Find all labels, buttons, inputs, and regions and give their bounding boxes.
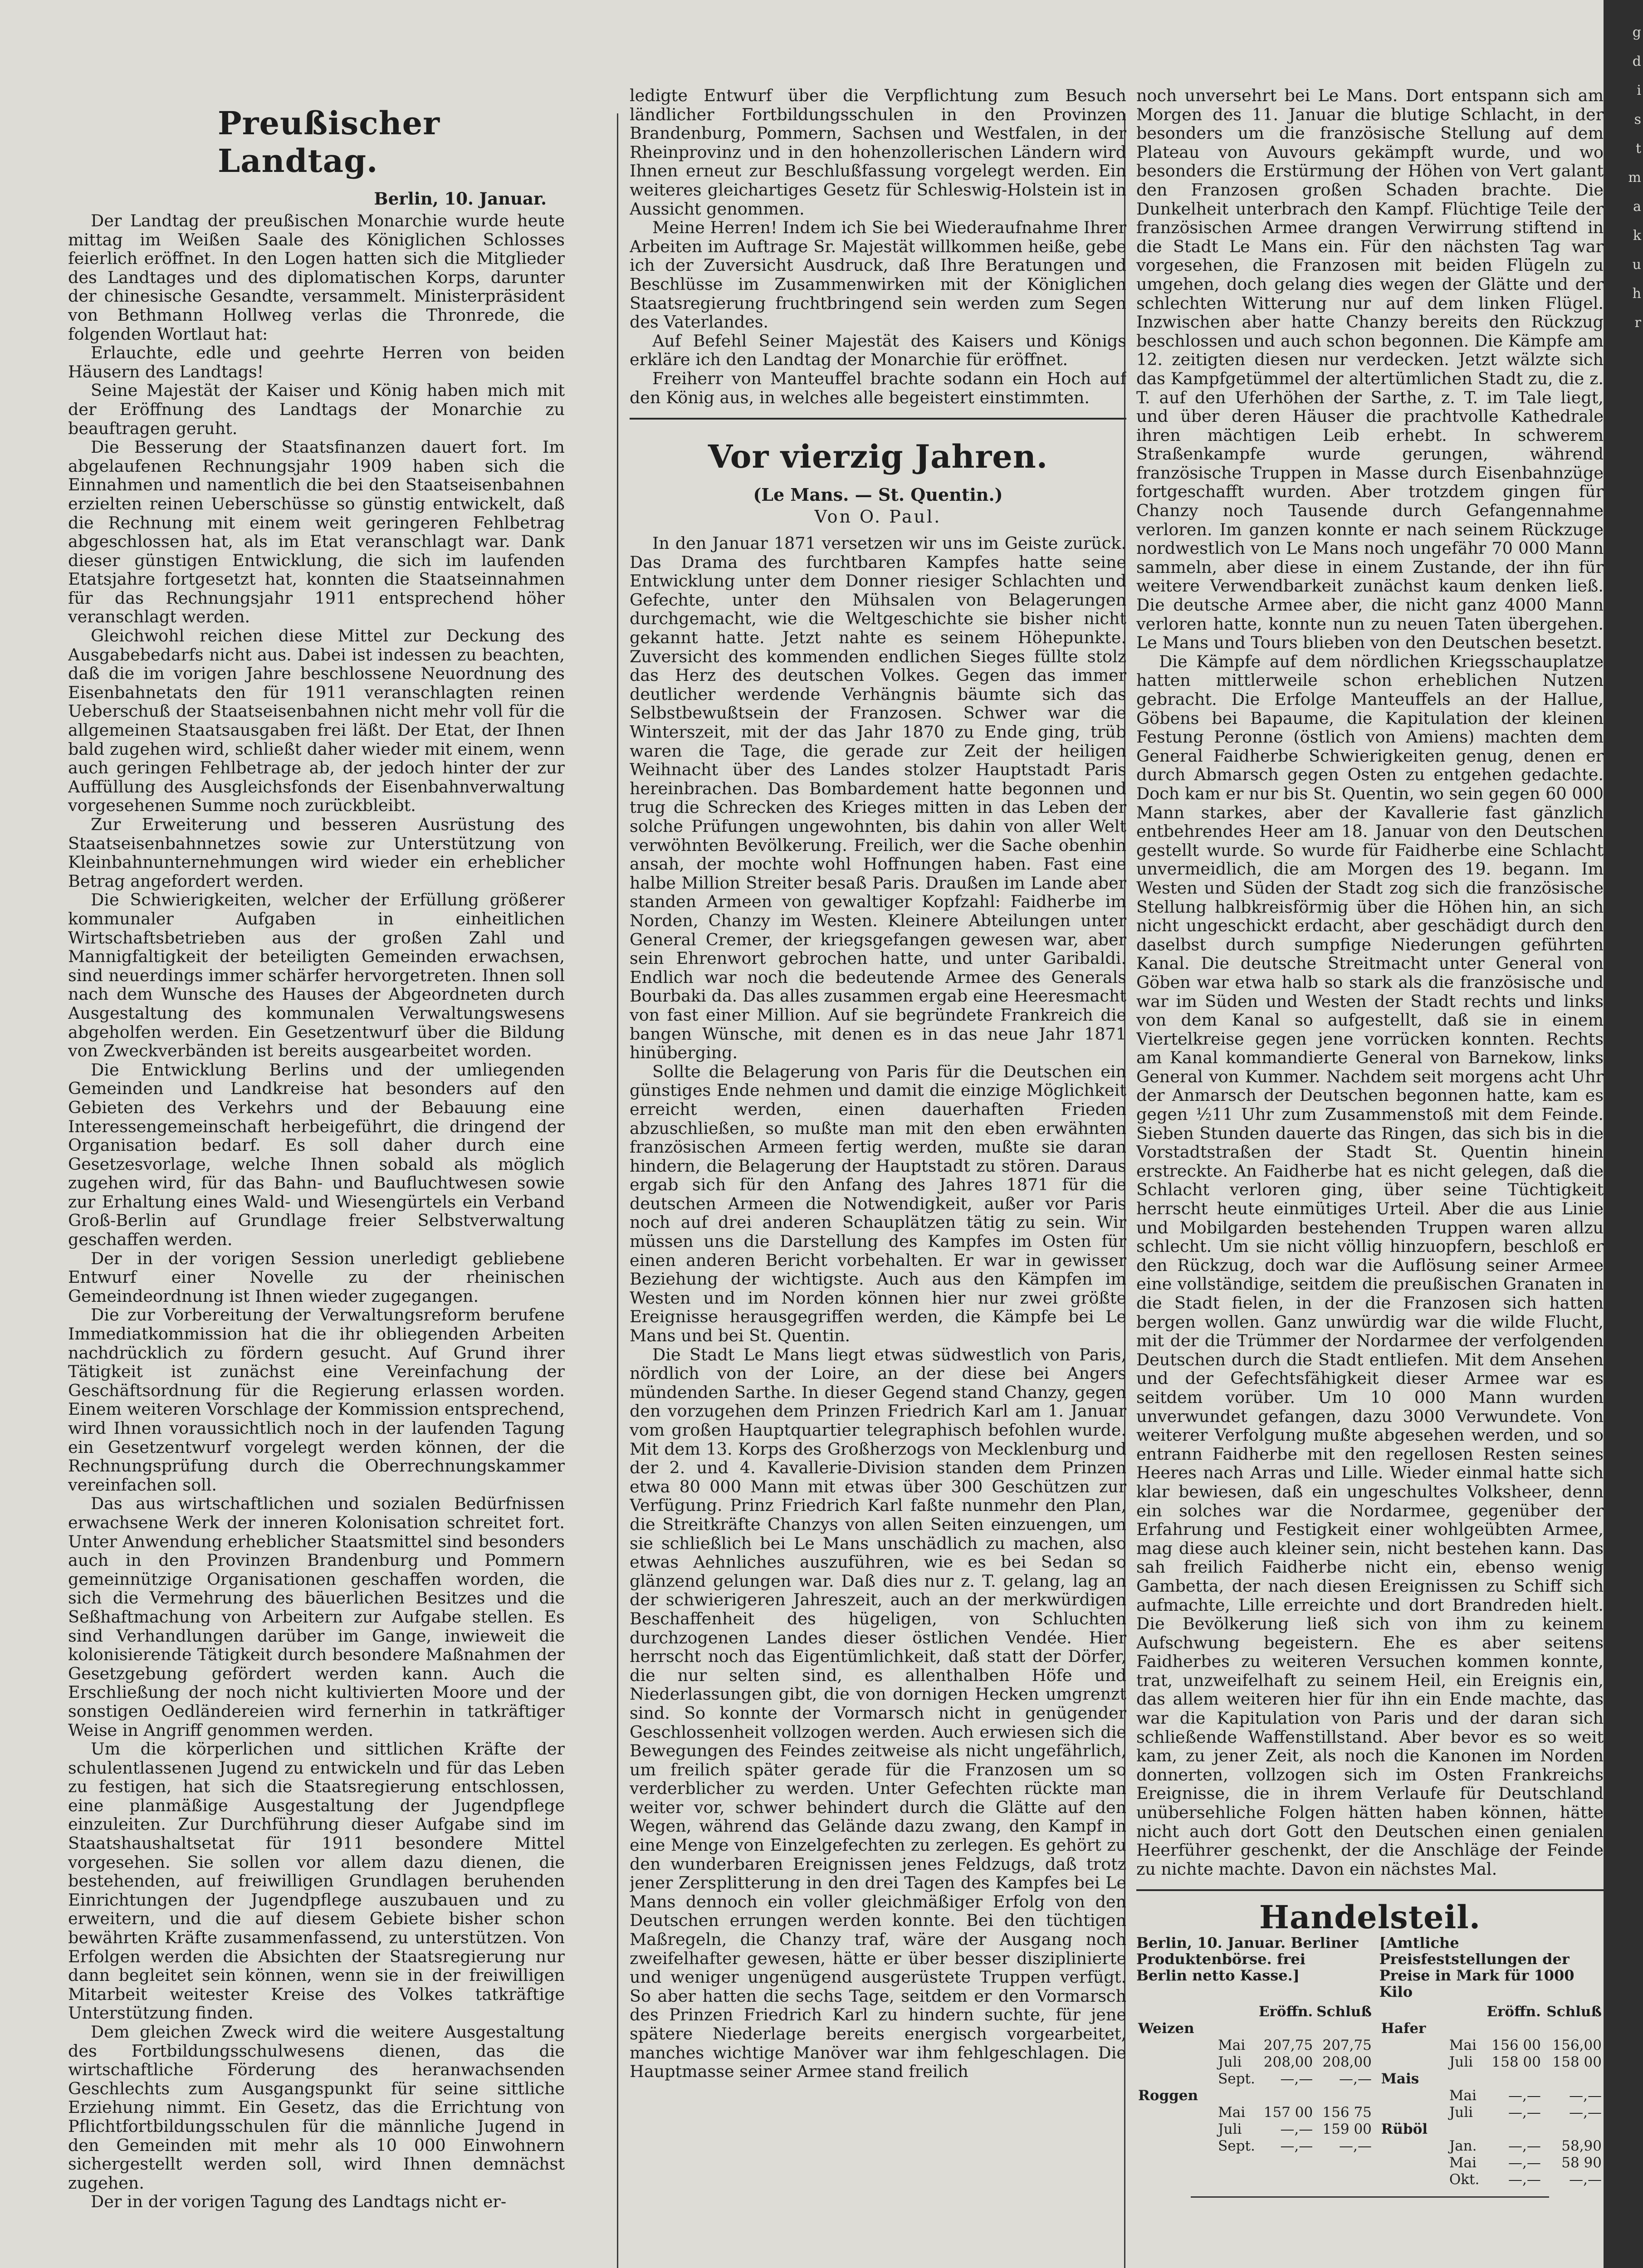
market-cell-open: —,— [1508,2171,1541,2188]
market-cell-open: —,— [1508,2104,1541,2121]
col-close: Schluß [1316,2004,1372,2020]
paragraph: Seine Majestät der Kaiser und König haben mich mit der Eröffnung des Landtags der Monarchie zu beauftragen geruht. [68,381,565,438]
market-row [1136,2104,1374,2121]
market-cell-close: 58,90 [1561,2138,1602,2155]
market-cell-sub: Mai [1449,2155,1477,2171]
market-cell-label [1136,2037,1200,2054]
column-landtag [68,86,565,2268]
market-cell-close [1543,2071,1604,2087]
market-cell-label [1136,2071,1200,2087]
article-body-vierzig [630,534,1126,2081]
market-cell-sub: Sept. [1218,2071,1255,2087]
market-cell-sub: Juli [1218,2121,1242,2138]
market-table [1136,2004,1604,2188]
market-row [1379,2138,1604,2155]
market-cell-label: Hafer [1381,2020,1426,2037]
col-open: Eröffn. [1487,2004,1541,2020]
article-body-landtag-cont [630,86,1126,407]
market-cell-label [1379,2138,1431,2155]
article-body-vierzig-cont [1136,86,1604,1878]
paragraph: Die Entwicklung Berlins und der umliegenden Gemeinden und Landkreise hat besonders auf den Gebieten des Verkehrs und der Bebauung eine Interessengemeinschaft herbeigeführt, die dringend der Organisation bedarf. Es soll daher durch eine Gesetzesvorlage, welche Ihnen sobald als möglich zugehen wird, für das Bahn- und Baufluchtwesen sowie zur Erhaltung eines Wald- und Wiesengürtels ein Verband Groß-Berlin auf Grundlage freier Selbstverwaltung geschaffen werden. [68,1060,565,1250]
market-row [1379,2037,1604,2054]
paragraph: ledigte Entwurf über die Verpflichtung zum Besuch ländlicher Fortbildungsschulen in den Provinzen Brandenburg, Pommern, Sachsen und Westfalen, in der Rheinprovinz und in den hohenzollerischen Ländern wird Ihnen erneut zur Beschlußfassung vorgelegt werden. Ein weiteres gleichartiges Gesetz für Schleswig-Holstein ist in Aussicht genommen. [630,86,1126,219]
market-cell-open: 156 00 [1491,2037,1541,2054]
market-cell-open: 157 00 [1263,2104,1313,2121]
market-cell-sub [1431,2071,1483,2087]
market-cell-label [1379,2037,1431,2054]
market-row [1136,2138,1374,2155]
article-separator [630,418,1126,420]
market-cell-sub: Juli [1449,2054,1473,2071]
market-cell-label [1379,2054,1431,2071]
market-cell-close: —,— [1339,2071,1372,2087]
market-row [1379,2155,1604,2171]
paragraph: Auf Befehl Seiner Majestät des Kaisers und Königs erkläre ich den Landtag der Monarchie für eröffnet. [630,331,1126,370]
market-header-left: Berlin, 10. Januar. Berliner Produktenbörse. frei Berlin netto Kasse.] [1136,1934,1359,1984]
market-cell-close [1543,2020,1604,2037]
paragraph: Der in der vorigen Tagung des Landtags nicht er- [91,2192,507,2212]
market-cell-label: Mais [1381,2071,1419,2087]
market-row [1379,2171,1604,2188]
paragraph: Die Kämpfe auf dem nördlichen Kriegsschauplatze hatten mittlerweile schon erheblichen Nutzen gebracht. Die Erfolge Manteuffels an der Hallue, Göbens bei Bapaume, die Kapitulation der kleinen Festung Peronne (östlich von Amiens) machten dem General Faidherbe Schwierigkeiten genug, denen er durch Abmarsch gegen Osten zu entgehen gedachte. Doch kam er nur bis St. Quentin, wo sein gegen 60 000 Mann starkes, aber der Kavallerie fast gänzlich entbehrendes Heer am 18. Januar von den Deutschen gestellt wurde. So wurde für Faidherbe eine Schlacht unvermeidlich, die am Morgen des 19. begann. Im Westen und Süden der Stadt zog sich die französische Stellung halbkreisförmig über die Höhen hin, an sich nicht ungeschickt erdacht, aber geschädigt durch den daselbst durch sumpfige Niederungen geführten Kanal. Die deutsche Streitmacht unter General von Göben war etwa halb so stark als die französische und war im Süden und Westen der Stadt rechts und links von dem Kanal so aufgestellt, daß sie in einem Viertelkreise gegen jene vorrücken konnten. Rechts am Kanal kommandierte General von Barnekow, links General von Kummer. Nachdem seit morgens acht Uhr der Anmarsch der Deutschen begonnen hatte, kam es gegen ½11 Uhr zum Zusammenstoß mit dem Feinde. Sieben Stunden dauerte das Ringen, das sich bis in die Vorstadtstraßen der Stadt St. Quentin hinein erstreckte. An Faidherbe hat es nicht gelegen, daß die Schlacht verloren ging, über seine Tüchtigkeit herrscht heute einmütiges Urteil. Aber die aus Linie und Mobilgarden bestehenden Truppen waren allzu schlecht. Um sie nicht völlig hinzuopfern, beschloß er den Rückzug, doch war die Auflösung seiner Armee eine vollständige, seitdem die preußischen Granaten in die Stadt fielen, in der die Franzosen sich hatten bergen wollen. Ganz unwürdig war die wilde Flucht, mit der die Trümmer der Nordarmee der verfolgenden Deutschen durch die Stadt entliefen. Mit dem Ansehen und der Gefechtsfähigkeit dieser Armee war es seitdem vorüber. Um 10 000 Mann wurden unverwundet gefangen, dazu 3000 Verwundete. Von weiterer Verfolgung mußte abgesehen werden, und so entrann Faidherbe mit den regellosen Resten seines Heeres nach Arras und Lille. Wieder einmal hatte sich klar bewiesen, daß ein ungeschultes Volksheer, denn ein solches war die Nordarmee, gegenüber der Erfahrung und Festigkeit einer wohlgeübten Armee, mag diese auch kleiner sein, nicht bestehen kann. Das sah freilich Faidherbe nicht ein, ebenso wenig Gambetta, der nach diesen Ereignissen zu Schiff sich aufmachte, Lille erreichte und dort Brandreden hielt. Die Bevölkerung ließ sich von ihm zu keinem Aufschwung begeistern. Ehe es aber seitens Faidherbes zu weiteren Versuchen kommen konnte, trat, unzweifelhaft zu seinem Heil, ein Ereignis ein, das allem weiteren hier für ihn ein Ende machte, das war die Kapitulation von Paris und der daran sich schließende Waffenstillstand. Aber bevor es so weit kam, zu jener Zeit, als noch die Kanonen im Norden donnerten, vollzogen sich im Osten Frankreichs Ereignisse, die in ihrem Verlaufe für Deutschland unübersehliche Folgen hätten haben können, hätte nicht auch dort Gott den Deutschen einen genialen Heerführer geschenkt, der die Anschläge der Feinde zu nichte machte. Davon ein nächstes Mal. [1136,651,1604,1879]
paragraph: Dem gleichen Zweck wird die weitere Ausgestaltung des Fortbildungsschulwesens dienen, das die wirtschaftliche Förderung des heranwachsenden Geschlechts zum Ausgangspunkt für seine sittliche Erziehung nimmt. Ein Gesetz, das die Errichtung von Pflichtfortbildungsschulen für die männliche Jugend in den Gemeinden mit mehr als 10 000 Einwohnern sichergestellt werden soll, wird Ihnen demnächst zugehen. [68,2022,565,2193]
market-cell-open [1257,2020,1315,2037]
paragraph: Erlauchte, edle und geehrte Herren von beiden Häusern des Landtags! [68,343,565,381]
column-vierzig-jahren [630,86,1126,2268]
paragraph: Die Besserung der Staatsfinanzen dauert fort. Im abgelaufenen Rechnungsjahr 1909 haben sich die Einnahmen und namentlich die bei den Staatseisenbahnen erzielten reinen Ueberschüsse so günstig entwickelt, daß die Rechnung mit einem weit geringeren Fehlbetrag abgeschlossen hat, als im Etat veranschlagt war. Dank dieser günstigen Entwicklung, die sich im laufenden Etatsjahre fortgesetzt hat, konnten die Staatseinnahmen für das Rechnungsjahr 1911 entsprechend höher veranschlagt werden. [68,437,565,627]
market-cell-sub: Mai [1218,2104,1246,2121]
market-cell-open: 208,00 [1263,2054,1313,2071]
paragraph: Gleichwohl reichen diese Mittel zur Deckung des Ausgabebedarfs nicht aus. Dabei ist indessen zu beachten, daß die im vorigen Jahre beschlossene Neuordnung des Eisenbahnetats den für 1911 veranschlagten reinen Ueberschuß der Staatseisenbahnen nicht mehr voll für die allgemeinen Staatsausgaben frei läßt. Der Etat, der Ihnen bald zugehen wird, schließt daher wieder mit einem, wenn auch geringen Fehlbetrage ab, der jedoch hinter der zur Auffüllung des Ausgleichsfonds der Eisenbahnverwaltung vorgesehenen Summe noch zurückbleibt. [68,626,565,816]
market-cell-label [1379,2087,1431,2104]
market-cell-close: 156,00 [1552,2037,1602,2054]
market-cell-close: —,— [1339,2138,1372,2155]
market-cell-sub [1431,2121,1483,2138]
market-row [1379,2054,1604,2071]
market-cell-label [1136,2054,1200,2071]
market-row [1379,2087,1604,2104]
paragraph: In den Januar 1871 versetzen wir uns im Geiste zurück. Das Drama des furchtbaren Kampfes hatte seine Entwicklung unter dem Donner riesiger Schlachten und Gefechte, unter den Mühsalen von Belagerungen durchgemacht, wie die Weltgeschichte sie bisher nicht gekannt hatte. Jetzt nahte es seinem Höhepunkte. Zuversicht des kommenden endlichen Sieges füllte stolz das Herz des deutschen Volkes. Gegen das immer deutlicher werdende Verhängnis bäumte sich das Selbstbewußtsein der Franzosen. Schwer war die Winterszeit, mit der das Jahr 1870 zu Ende ging, trüb waren die Tage, die gerade zur Zeit der heiligen Weihnacht über des Landes stolzer Hauptstadt Paris hereinbrachen. Das Bombardement hatte begonnen und trug die Schrecken des Krieges mitten in das Leben der solche Prüfungen ungewohnten, bis dahin von aller Welt verwöhnten Bevölkerung. Freilich, wer die Sache obenhin ansah, der mochte wohl Hoffnungen haben. Fast eine halbe Million Streiter besaß Paris. Draußen im Lande aber standen Armeen von gewaltiger Kopfzahl: Faidherbe im Norden, Chanzy im Westen. Kleinere Abteilungen unter General Cremer, der kriegsgefangen gewesen war, aber sein Ehrenwort gebrochen hatte, und unter Garibaldi. Endlich war noch die bedeutende Armee des Generals Bourbaki da. Das alles zusammen ergab eine Heeresmacht von fast einer Million. Auf sie begründete Frankreich die bangen Wünsche, mit denen es in das neue Jahr 1871 hinüberging. [630,533,1126,1063]
market-header-right: [Amtliche Preisfeststellungen der Preise in Mark für 1000 Kilo [1379,1934,1575,2001]
market-row [1379,2020,1604,2037]
market-table-right [1379,2004,1604,2188]
market-cell-open [1483,2071,1543,2087]
market-cell-label: Roggen [1138,2087,1198,2104]
market-cell-open [1257,2087,1315,2104]
market-cell-close: 207,75 [1322,2037,1372,2054]
market-row [1136,2087,1374,2104]
paragraph: Sollte die Belagerung von Paris für die Deutschen ein günstiges Ende nehmen und damit die einzige Möglichkeit erreicht werden, einen dauerhaften Frieden abzuschließen, so mußte man mit den eben erwähnten französischen Armeen fertig werden, mußte sie daran hindern, die Belagerung der Hauptstadt zu stören. Daraus ergab sich für den Anfang des Jahres 1871 für die deutschen Armeen die Notwendigkeit, außer vor Paris noch auf drei anderen Schauplätzen tätig zu sein. Wir müssen uns die Darstellung des Kampfes im Osten für einen anderen Bericht vorbehalten. Er war in gewisser Beziehung der wichtigste. Auch aus den Kämpfen im Westen und im Norden können hier nur zwei größte Ereignisse herausgegriffen werden, die Kämpfe bei Le Mans und bei St. Quentin. [630,1061,1126,1346]
column-right [1136,86,1604,2268]
adjacent-page-edge [1604,0,1643,2268]
article-author: Von O. Paul. [814,507,942,527]
market-cell-close: 156 75 [1322,2104,1372,2121]
market-cell-sub: Jan. [1449,2138,1477,2155]
market-row [1136,2121,1374,2138]
market-row [1379,2104,1604,2121]
paragraph: Die Stadt Le Mans liegt etwas südwestlich von Paris, nördlich von der Loire, an der diese bei Angers mündenden Sarthe. In dieser Gegend stand Chanzy, gegen den vorzugehen dem Prinzen Friedrich Karl am 1. Januar vom großen Hauptquartier telegraphisch befohlen wurde. Mit dem 13. Korps des Großherzogs von Mecklenburg und der 2. und 4. Kavallerie-Division standen dem Prinzen etwa 80 000 Mann mit etwas über 300 Geschützen zur Verfügung. Prinz Friedrich Karl faßte nunmehr den Plan, die Streitkräfte Chanzys von allen Seiten einzuengen, um sie schließlich bei Le Mans unschädlich zu machen, also etwas Aehnliches auszuführen, wie es bei Sedan so glänzend gelungen war. Daß dies nur z. T. gelang, lag an der schwierigeren Jahreszeit, auch an der merkwürdigen Beschaffenheit des hügeligen, von Schluchten durchzogenen Landes dieser östlichen Vendée. Hier herrscht noch das Eigentümlichkeit, daß statt der Dörfer, die nur selten sind, es allenthalben Höfe und Niederlassungen gibt, die von dornigen Hecken umgrenzt sind. So konnte der Vormarsch nicht in genügender Geschlossenheit vollzogen werden. Auch erwiesen sich die Bewegungen des Feindes zeitweise als nicht ungefährlich, um freilich später gerade für die Franzosen um so verderblicher zu werden. Unter Gefechten rückte man weiter vor, schwer behindert durch die Glätte auf den Wegen, während das Gelände dazu zwang, den Kampf in eine Menge von Einzelgefechten zu zerlegen. Es gehört zu den wunderbaren Ereignissen jenes Feldzugs, daß trotz jener Zersplitterung in den drei Tagen des Kampfes bei Le Mans dennoch ein voller gleichmäßiger Erfolg von den Deutschen errungen werden konnte. Bei den tüchtigen Maßregeln, die Chanzy traf, wäre der Ausgang noch zweifelhafter gewesen, hätte er über besser disziplinierte und weniger ungenügend ausgerüstete Truppen verfügt. So aber hatten die sechs Tage, seitdem er den Vormarsch des Prinzen Friedrich Karl zu hindern suchte, für jene spätere Niederlage bereits energisch vorgearbeitet, manches wichtige Manöver war ihm fehlgeschlagen. Die Hauptmasse seiner Armee stand freilich [630,1344,1126,2082]
paragraph: Der Landtag der preußischen Monarchie wurde heute mittag im Weißen Saale des Königlichen Schlosses feierlich eröffnet. In den Logen hatten sich die Mitglieder des Landtages und des diplomatischen Korps, darunter der chinesische Gesandte, versammelt. Ministerpräsident von Bethmann Hollweg verlas die Thronrede, die folgenden Wortlaut hat: [68,211,565,344]
article-title-landtag: Preußischer Landtag. [218,104,440,180]
article-title-vierzig: Vor vierzig Jahren. [708,438,1048,476]
paragraph: Das aus wirtschaftlichen und sozialen Bedürfnissen erwachsene Werk der inneren Kolonisation schreitet fort. Unter Anwendung erheblicher Staatsmittel sind besonders auch in den Provinzen Brandenburg und Pommern gemeinnützige Organisationen geschaffen worden, die sich die Vermehrung des bäuerlichen Besitzes und die Seßhaftmachung von Arbeitern zur Aufgabe stellen. Es sind Verhandlungen darüber im Gange, inwieweit die kolonisierende Tätigkeit durch besondere Maßnahmen der Gesetzgebung gefördert werden kann. Auch die Erschließung der noch nicht kultivierten Moore und der sonstigen Oedländereien wird fernerhin in tatkräftiger Weise in Angriff genommen werden. [68,1494,565,1740]
market-cell-close: 159 00 [1322,2121,1372,2138]
market-cell-sub: Juli [1218,2054,1242,2071]
market-cell-close: —,— [1569,2171,1602,2188]
article-body-landtag [68,211,565,2211]
paragraph: Die Schwierigkeiten, welcher der Erfüllung größerer kommunaler Aufgaben in einheitlichen Wirtschaftsbetrieben aus der großen Zahl und Mannigfaltigkeit der beteiligten Gemeinden erwachsen, sind neuerdings immer schärfer hervorgetreten. Ihnen soll nach dem Wunsche des Hauses der Abgeordneten durch Ausgestaltung des kommunalen Verwaltungswesens abgeholfen werden. Ein Gesetzentwurf über die Bildung von Zweckverbänden ist bereits ausgearbeitet worden. [68,890,565,1061]
market-cell-sub: Sept. [1218,2138,1255,2155]
market-cell-open: —,— [1280,2121,1313,2138]
market-cell-open [1483,2020,1543,2037]
market-cell-label [1136,2138,1200,2155]
market-cell-open: 158 00 [1491,2054,1541,2071]
market-cell-sub: Mai [1449,2037,1477,2054]
market-cell-open: —,— [1508,2087,1541,2104]
market-cell-label [1136,2121,1200,2138]
market-row [1136,2071,1374,2087]
paragraph: Freiherr von Manteuffel brachte sodann ein Hoch auf den König aus, in welches alle begeistert einstimmten. [630,368,1126,407]
handelsteil [1136,1898,1604,2198]
col-close: Schluß [1546,2004,1602,2020]
market-row [1136,2037,1374,2054]
market-cell-open: 207,75 [1263,2037,1313,2054]
market-cell-sub: Okt. [1449,2171,1480,2188]
market-cell-open: —,— [1508,2155,1541,2171]
market-cell-close: —,— [1569,2087,1602,2104]
market-row [1379,2121,1604,2138]
market-row [1379,2071,1604,2087]
article-separator [1136,1889,1604,1891]
market-cell-close [1543,2121,1604,2138]
market-cell-label: Weizen [1138,2020,1194,2037]
paragraph: Zur Erweiterung und besseren Ausrüstung des Staatseisenbahnnetzes sowie zur Unterstützung von Kleinbahnunternehmungen wird wieder ein erheblicher Betrag angefordert werden. [68,815,565,891]
paragraph: Um die körperlichen und sittlichen Kräfte der schulentlassenen Jugend zu entwickeln und für das Leben zu festigen, hat sich die Staatsregierung entschlossen, eine planmäßige Ausgestaltung der Jugendpflege einzuleiten. Zur Durchführung dieser Aufgabe sind im Staatshaushaltsetat für 1911 besondere Mittel vorgesehen. Sie sollen vor allem dazu dienen, die bestehenden, auf freiwilligen Grundlagen beruhenden Einrichtungen der Jugendpflege auszubauen und zu erweitern, und die auf diesem Gebiete bisher schon bewährten Kräfte zusammenfassend, zu unterstützen. Von Erfolgen werden die Absichten der Staatsregierung nur dann begleitet sein können, wenn sie in der freiwilligen Mitarbeit weitester Kreise des Volkes tatkräftige Unterstützung finden. [68,1739,565,2023]
market-cell-label [1379,2171,1431,2188]
market-cell-close [1315,2020,1374,2037]
market-cell-sub [1200,2020,1257,2037]
market-cell-open: —,— [1280,2138,1313,2155]
column-rule [617,113,618,2268]
market-row [1136,2020,1374,2037]
paragraph: noch unversehrt bei Le Mans. Dort entspann sich am Morgen des 11. Januar die blutige Schlacht, in der besonders um die französische Stellung auf dem Plateau von Auvours gekämpft wurde, und wo besonders die Erstürmung der Höhen von Vert galant den Franzosen großen Schaden brachte. Die Dunkelheit unterbrach den Kampf. Flüchtige Teile der französischen Armee drangen Verwirrung stiftend in die Stadt Le Mans ein. Für den nächsten Tag war vorgesehen, die Franzosen mit beiden Flügeln zu umgehen, doch gelang dies wegen der Glätte und der schlechten Witterung nur auf dem linken Flügel. Inzwischen aber hatte Chanzy bereits den Rückzug beschlossen und auch schon begonnen. Die Kämpfe am 12. zeitigten diesen nur verdecken. Jetzt wälzte sich das Kampfgetümmel der altertümlichen Stadt zu, die z. T. auf den Uferhöhen der Sarthe, z. T. im Tale liegt, und über deren Häuser die prachtvolle Kathedrale ihren mächtigen Leib erhebt. In schwerem Straßenkampfe wurde gerungen, während französische Truppen in Masse durch Eisenbahnzüge fortgeschafft wurden. Aber trotzdem gingen für Chanzy noch Tausende durch Gefangennahme verloren. Im ganzen konnte er nach seinem Rückzuge nordwestlich von Le Mans noch ungefähr 70 000 Mann sammeln, aber diese in einem Zustande, der ihn für weitere Verwendbarkeit zunächst kaum denken ließ. Die deutsche Armee aber, die nicht ganz 4000 Mann verloren hatte, konnte nun zu neuen Taten übergehen. Le Mans und Tours blieben von den Deutschen besetzt. [1136,86,1604,653]
market-cell-sub: Juli [1449,2104,1473,2121]
paragraph: Meine Herren! Indem ich Sie bei Wiederaufnahme Ihrer Arbeiten im Auftrage Sr. Majestät willkommen heiße, gebe ich der Zuversicht Ausdruck, daß Ihre Beratungen und Beschlüsse im Zusammenwirken mit der Königlichen Staatsregierung fruchtbringend sein werden zum Segen des Vaterlandes. [630,218,1126,332]
col-open: Eröffn. [1258,2004,1313,2020]
market-cell-close [1315,2087,1374,2104]
dateline: Berlin, 10. Januar. [374,189,547,209]
market-cell-sub: Mai [1218,2037,1246,2054]
market-cell-label [1379,2155,1431,2171]
market-cell-close: 58 90 [1561,2155,1602,2171]
market-cell-sub [1200,2087,1257,2104]
market-cell-sub: Mai [1449,2087,1477,2104]
market-cell-label [1379,2104,1431,2121]
market-cell-close: 158 00 [1552,2054,1602,2071]
market-cell-label: Rüböl [1381,2121,1428,2138]
paragraph: Die zur Vorbereitung der Verwaltungsreform berufene Immediatkommission hat die ihr obliegenden Arbeiten nachdrücklich zu fördern gesucht. Auf Grund ihrer Tätigkeit ist zunächst eine Vereinfachung der Geschäftsordnung für die Regierung erlassen worden. Einem weiteren Vorschlage der Kommission entsprechend, wird Ihnen voraussichtlich noch in der laufenden Tagung ein Gesetzentwurf vorgelegt werden können, der die Rechnungsprüfung durch die Oberrechnungskammer vereinfachen soll. [68,1305,565,1495]
edge-text: g d i s t m a k u h r [1628,24,1641,331]
market-table-left [1136,2004,1372,2188]
market-cell-open: —,— [1508,2138,1541,2155]
market-cell-open: —,— [1280,2071,1313,2087]
end-rule [1191,2196,1549,2198]
paragraph: Der in der vorigen Session unerledigt gebliebene Entwurf einer Novelle zu der rheinischen Gemeindeordnung ist Ihnen wieder zugegangen. [68,1248,565,1306]
handelsteil-title: Handelsteil. [1259,1898,1481,1936]
market-cell-close: 208,00 [1322,2054,1372,2071]
market-cell-sub [1431,2020,1483,2037]
market-cell-close: —,— [1569,2104,1602,2121]
article-subtitle: (Le Mans. — St. Quentin.) [753,484,1003,505]
market-cell-label [1136,2104,1200,2121]
market-row [1136,2054,1374,2071]
market-header [1136,1935,1604,2000]
market-cell-open [1483,2121,1543,2138]
